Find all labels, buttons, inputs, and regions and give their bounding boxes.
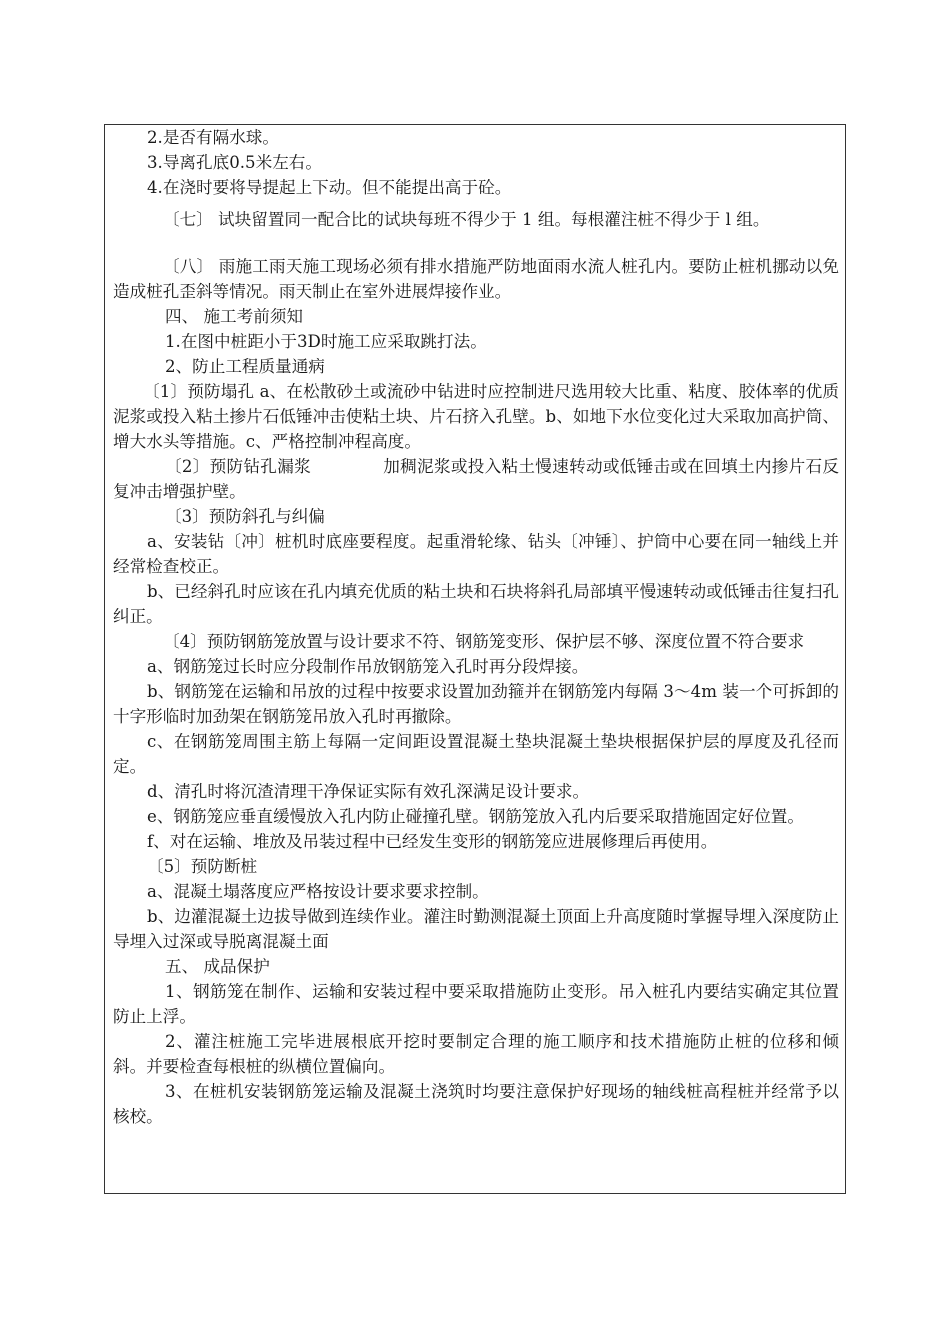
text-paragraph: 〔4〕预防钢筋笼放置与设计要求不符、钢筋笼变形、保护层不够、深度位置不符合要求 xyxy=(163,632,805,651)
text-line: 〔5〕预防断桩 xyxy=(147,857,258,876)
text-paragraph: b、钢筋笼在运输和吊放的过程中按要求设置加劲箍并在钢筋笼内每隔 3～4m 装一个可拆卸的十字形临时加劲架在钢筋笼吊放入孔时再撤除。 xyxy=(113,682,839,726)
text-line: 〔3〕预防斜孔与纠偏 xyxy=(165,507,325,526)
item-body: 加稠泥浆或投入粘土慢速转动或低锤击或在回填土内掺片石反复冲击增强护壁。 xyxy=(113,457,840,501)
text-paragraph: 〔八〕 雨施工雨天施工现场必须有排水措施严防地面雨水流人桩孔内。要防止桩机挪动以免造成桩孔歪斜等情况。雨天制止在室外进展焊接作业。 xyxy=(113,257,839,301)
text-line: a、钢筋笼过长时应分段制作吊放钢筋笼入孔时再分段焊接。 xyxy=(147,657,589,676)
text-line: f、对在运输、堆放及吊装过程中已经发生变形的钢筋笼应进展修理后再使用。 xyxy=(147,832,718,851)
text-paragraph: 〔七〕 试块留置同一配合比的试块每班不得少于 1 组。每根灌注桩不得少于 l 组。 xyxy=(163,210,770,229)
text-paragraph xyxy=(113,454,839,504)
section-heading: 五、 成品保护 xyxy=(165,957,270,976)
text-line: 1.在图中桩距小于3D时施工应采取跳打法。 xyxy=(165,332,487,351)
text-paragraph: e、钢筋笼应垂直缓慢放入孔内防止碰撞孔壁。钢筋笼放入孔内后要采取措施固定好位置。 xyxy=(147,807,804,826)
text-paragraph: 3、在桩机安装钢筋笼运输及混凝土浇筑时均要注意保护好现场的轴线桩高程桩并经常予以核校。 xyxy=(113,1082,839,1126)
section-heading: 四、 施工考前须知 xyxy=(165,307,304,326)
text-paragraph: c、在钢筋笼周围主筋上每隔一定间距设置混凝土垫块混凝土垫块根据保护层的厚度及孔径而定。 xyxy=(113,732,839,776)
text-line: d、清孔时将沉渣清理干净保证实际有效孔深满足设计要求。 xyxy=(147,782,590,801)
text-paragraph: 1、钢筋笼在制作、运输和安装过程中要采取措施防止变形。吊入桩孔内要结实确定其位置防止上浮。 xyxy=(113,982,839,1026)
text-line: 4.在浇时要将导提起上下动。但不能提出高于砼。 xyxy=(147,178,512,197)
text-paragraph: b、边灌混凝土边拔导做到连续作业。灌注时勤测混凝土顶面上升高度随时掌握导埋入深度防止导埋入过深或导脱离混凝土面 xyxy=(113,907,839,951)
text-paragraph: 2、灌注桩施工完毕进展根底开挖时要制定合理的施工顺序和技术措施防止桩的位移和倾斜。并要检查每根桩的纵横位置偏向。 xyxy=(113,1032,839,1076)
text-line: 3.导离孔底0.5米左右。 xyxy=(147,153,322,172)
text-line: 2.是否有隔水球。 xyxy=(147,128,279,147)
text-paragraph: 〔1〕预防塌孔 a、在松散砂土或流砂中钻进时应控制进尺选用较大比重、粘度、胶体率的优质泥浆或投入粘土掺片石低锤冲击使粘土块、片石挤入孔壁。b、如地下水位变化过大采取加高护筒、增大水头等措施。c、严格控制冲程高度。 xyxy=(113,382,839,451)
item-title: 〔2〕预防钻孔漏浆 xyxy=(165,457,311,476)
text-paragraph: b、已经斜孔时应该在孔内填充优质的粘土块和石块将斜孔局部填平慢速转动或低锤击往复扫孔纠正。 xyxy=(113,582,839,626)
sub-heading: 2、防止工程质量通病 xyxy=(165,357,325,376)
spacer xyxy=(113,240,839,254)
document-body xyxy=(113,125,839,1129)
document-frame xyxy=(104,124,846,1194)
text-line: a、混凝土塌落度应严格按设计要求要求控制。 xyxy=(147,882,489,901)
text-paragraph: a、安装钻〔冲〕桩机时底座要程度。起重滑轮缘、钻头〔冲锤〕、护筒中心要在同一轴线上并经常检查校正。 xyxy=(113,532,839,576)
